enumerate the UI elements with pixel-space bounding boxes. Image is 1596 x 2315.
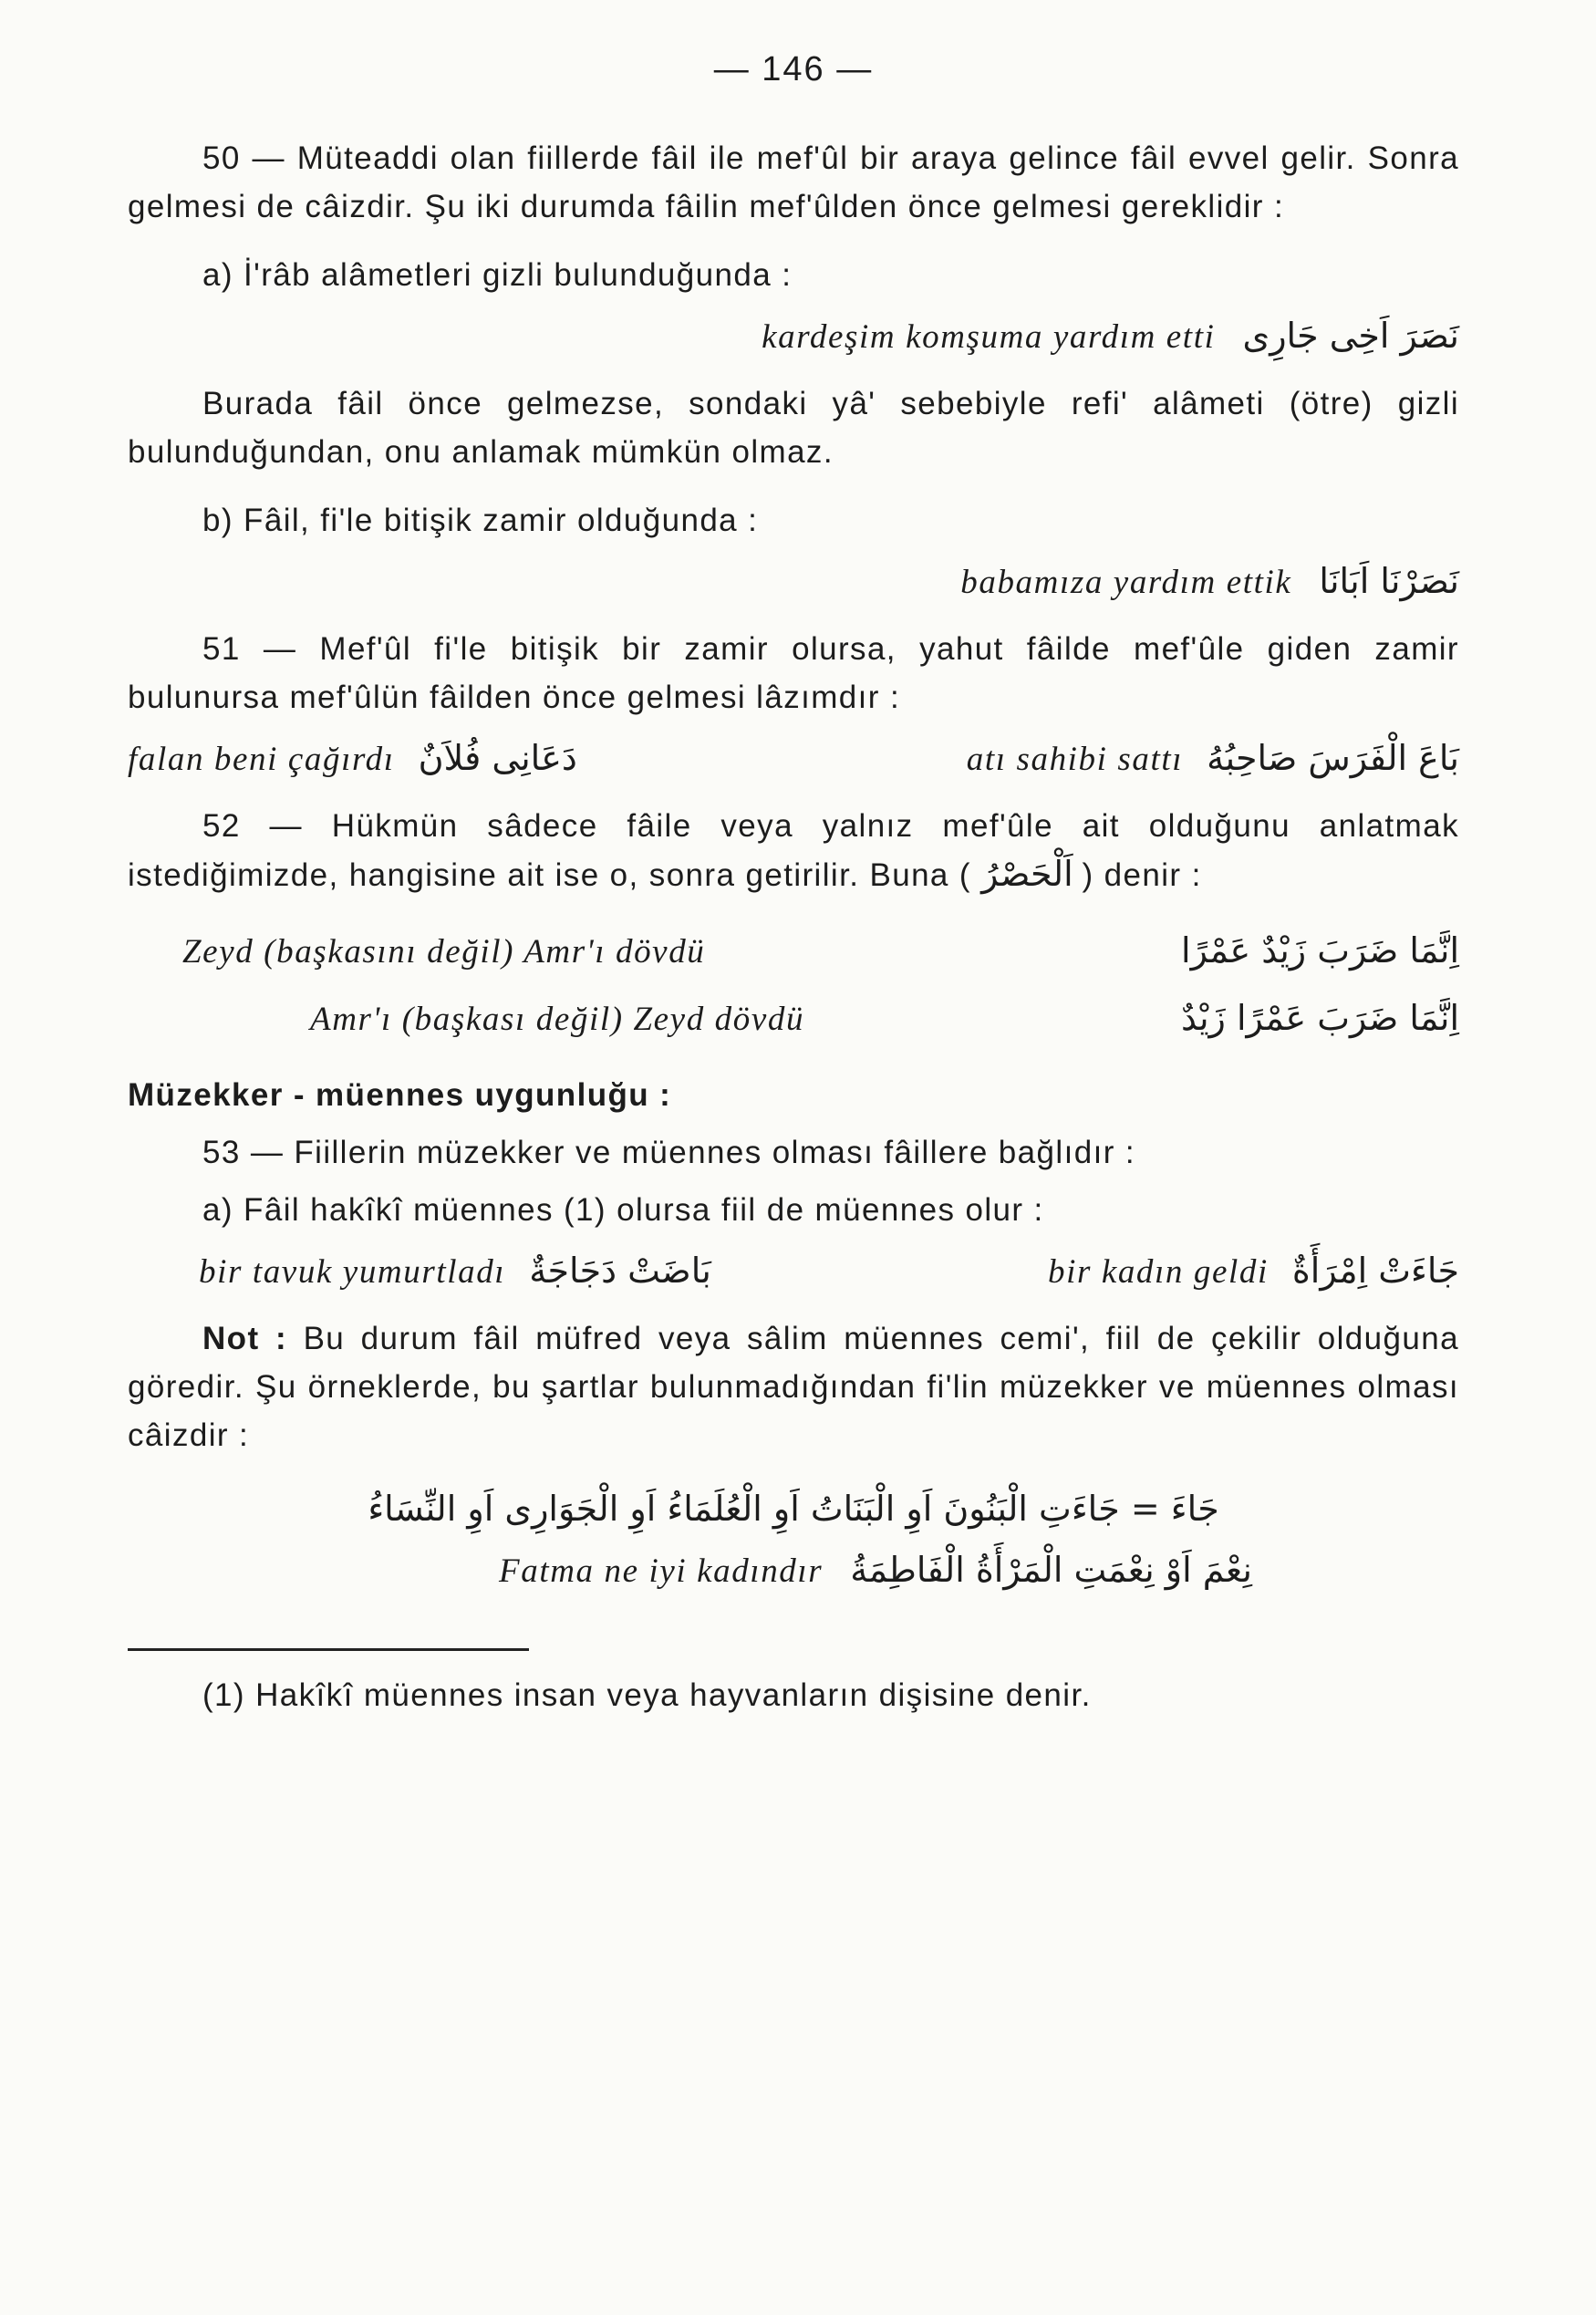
example-6b bbox=[1048, 1247, 1459, 1296]
section-heading: Müzekker - müennes uygunluğu : bbox=[128, 1077, 672, 1113]
example-5-arabic: اِنَّمَا ضَرَبَ عَمْرًا زَيْدٌ bbox=[1181, 998, 1459, 1038]
example-1-arabic: نَصَرَ اَخِى جَارِى bbox=[1242, 316, 1459, 356]
example-2 bbox=[128, 557, 1459, 607]
example-2-translation: babamıza yardım ettik bbox=[960, 564, 1292, 601]
example-7-arabic: جَاءَ = جَاءَتِ الْبَنُونَ اَوِ الْبَنَاتُ اَوِ الْعُلَمَاءُ اَوِ الْجَوَارِى اَوِ النِّسَاءُ bbox=[368, 1489, 1219, 1529]
example-7 bbox=[128, 1485, 1459, 1533]
example-6b-translation: bir kadın geldi bbox=[1047, 1253, 1269, 1291]
example-5 bbox=[128, 994, 1459, 1043]
paragraph-50b: b) Fâil, fi'le bitişik zamir olduğunda : bbox=[202, 503, 759, 538]
example-6a-arabic: بَاضَتْ دَجَاجَةٌ bbox=[529, 1251, 711, 1291]
example-1-translation: kardeşim komşuma yardım etti bbox=[762, 318, 1216, 356]
paragraph-50a-note: Burada fâil önce gelmezse, sondaki yâ' sebebiyle refi' alâmeti (ötre) gizli bulunduğundan, onu anlamak mümkün olmaz. bbox=[128, 386, 1459, 470]
paragraph-50a: a) İ'râb alâmetleri gizli bulunduğunda : bbox=[202, 257, 793, 293]
page-number: — 146 — bbox=[713, 50, 874, 88]
example-3b bbox=[967, 734, 1459, 784]
paragraph-53: 53 — Fiillerin müzekker ve müennes olması fâillere bağlıdır : bbox=[202, 1135, 1135, 1170]
hasr-term: اَلْحَصْرُ bbox=[981, 854, 1073, 894]
example-8 bbox=[128, 1546, 1459, 1595]
paragraph-53a: a) Fâil hakîkî müennes (1) olursa fiil de müennes olur : bbox=[202, 1192, 1044, 1228]
example-8-arabic: نِعْمَ اَوْ نِعْمَتِ الْمَرْأَةُ الْفَاطِمَةُ bbox=[850, 1550, 1252, 1590]
document-page bbox=[128, 46, 1459, 1719]
example-1 bbox=[128, 312, 1459, 361]
example-6a-translation: bir tavuk yumurtladı bbox=[199, 1253, 506, 1291]
footnote-divider bbox=[128, 1648, 529, 1651]
example-2-arabic: نَصَرْنَا اَبَانَا bbox=[1319, 561, 1459, 601]
note-label: Not : bbox=[202, 1321, 288, 1356]
paragraph-50: 50 — Müteaddi olan fiillerde fâil ile mef'ûl bir araya gelince fâil evvel gelir. Sonra gelmesi de câizdir. Şu iki durumda fâilin mef'ûlden önce gelmesi gereklidir : bbox=[128, 140, 1459, 224]
example-3a-arabic: دَعَانِى فُلاَنٌ bbox=[418, 738, 577, 778]
example-4-translation: Zeyd (başkasını değil) Amr'ı dövdü bbox=[182, 933, 706, 971]
note-paragraph bbox=[128, 1314, 1459, 1459]
example-4-arabic: اِنَّمَا ضَرَبَ زَيْدٌ عَمْرًا bbox=[1181, 930, 1459, 971]
paragraph-52-end: ) denir : bbox=[1082, 857, 1202, 893]
example-6a bbox=[199, 1247, 711, 1296]
example-4 bbox=[128, 927, 1459, 976]
paragraph-51: 51 — Mef'ûl fi'le bitişik bir zamir olursa, yahut fâilde mef'ûle giden zamir bulunursa mef'ûlün fâilden önce gelmesi lâzımdır : bbox=[128, 631, 1459, 715]
example-3a bbox=[128, 734, 577, 784]
note-text: Bu durum fâil müfred veya sâlim müennes cemi', fiil de çekilir olduğuna göredir. Şu örneklerde, bu şartlar bulunmadığından fi'lin müzekker ve müennes olması câizdir : bbox=[128, 1321, 1459, 1453]
footnote: (1) Hakîkî müennes insan veya hayvanların dişisine denir. bbox=[202, 1677, 1092, 1713]
example-8-translation: Fatma ne iyi kadındır bbox=[499, 1552, 824, 1590]
example-5-translation: Amr'ı (başkası değil) Zeyd dövdü bbox=[310, 1001, 805, 1038]
example-3a-translation: falan beni çağırdı bbox=[128, 741, 395, 778]
example-3 bbox=[128, 734, 1459, 784]
paragraph-52-text: 52 — Hükmün sâdece fâile veya yalnız mef'ûle ait olduğunu anlatmak istediğimizde, hangisine ait ise o, sonra getirilir. Buna ( bbox=[128, 808, 1459, 893]
example-3b-arabic: بَاعَ الْفَرَسَ صَاحِبُهُ bbox=[1207, 738, 1459, 778]
example-6 bbox=[128, 1247, 1459, 1296]
example-3b-translation: atı sahibi sattı bbox=[966, 741, 1184, 778]
example-6b-arabic: جَاءَتْ اِمْرَأَةٌ bbox=[1291, 1251, 1459, 1291]
paragraph-52 bbox=[128, 802, 1459, 899]
